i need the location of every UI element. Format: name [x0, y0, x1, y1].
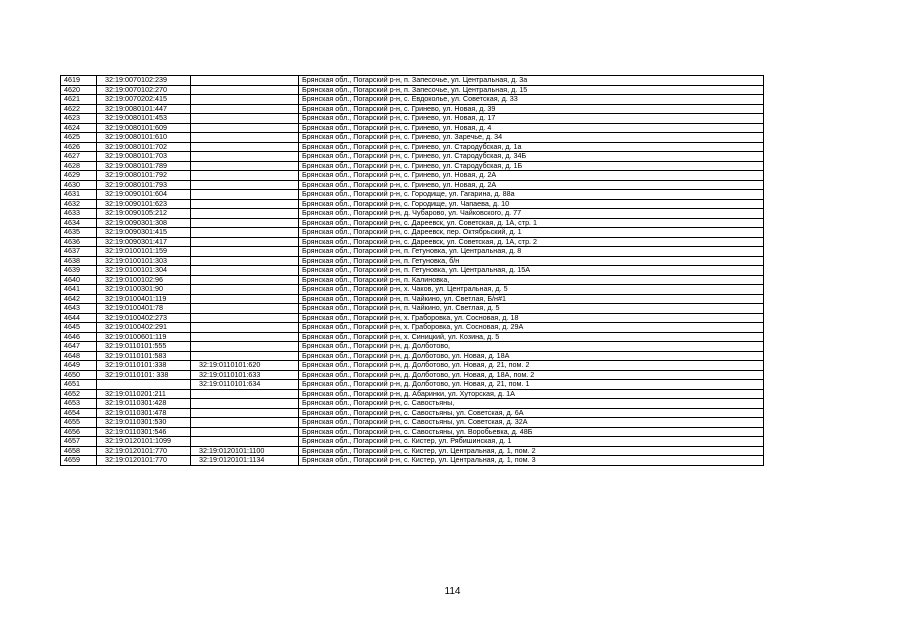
parent-cadastral-number-cell [191, 190, 299, 200]
address-cell: Брянская обл., Погарский р-н, с. Дареевск, ул. Советская, д. 1А, стр. 1 [299, 218, 764, 228]
row-number-cell: 4624 [61, 123, 97, 133]
parent-cadastral-number-cell [191, 332, 299, 342]
cadastral-number-cell: 32:19:0110101: 338 [97, 370, 191, 380]
row-number-cell: 4653 [61, 399, 97, 409]
address-cell: Брянская обл., Погарский р-н, п. Гетуновка, ул. Центральная, д. 8 [299, 247, 764, 257]
parent-cadastral-number-cell: 32:19:0120101:1134 [191, 456, 299, 466]
row-number-cell: 4651 [61, 380, 97, 390]
row-number-cell: 4629 [61, 171, 97, 181]
address-cell: Брянская обл., Погарский р-н, д. Долботово, ул. Новая, д. 18А, пом. 2 [299, 370, 764, 380]
parent-cadastral-number-cell [191, 228, 299, 238]
parent-cadastral-number-cell [191, 218, 299, 228]
table-row [61, 95, 764, 105]
row-number-cell: 4636 [61, 237, 97, 247]
parent-cadastral-number-cell: 32:19:0110101:633 [191, 370, 299, 380]
table-row [61, 85, 764, 95]
parent-cadastral-number-cell [191, 342, 299, 352]
table-row [61, 342, 764, 352]
parent-cadastral-number-cell [191, 142, 299, 152]
address-cell: Брянская обл., Погарский р-н, с. Городище, ул. Гагарина, д. 88а [299, 190, 764, 200]
table-row [61, 104, 764, 114]
parent-cadastral-number-cell [191, 237, 299, 247]
address-cell: Брянская обл., Погарский р-н, с. Гринево, ул. Новая, д. 4 [299, 123, 764, 133]
address-cell: Брянская обл., Погарский р-н, х. Граборовка, ул. Сосновая, д. 29А [299, 323, 764, 333]
address-cell: Брянская обл., Погарский р-н, с. Гринево, ул. Заречье, д. 34 [299, 133, 764, 143]
row-number-cell: 4622 [61, 104, 97, 114]
cadastral-number-cell: 32:19:0110301:530 [97, 418, 191, 428]
row-number-cell: 4631 [61, 190, 97, 200]
parent-cadastral-number-cell [191, 199, 299, 209]
row-number-cell: 4627 [61, 152, 97, 162]
cadastral-number-cell: 32:19:0120101:1099 [97, 437, 191, 447]
parent-cadastral-number-cell: 32:19:0110101:620 [191, 361, 299, 371]
row-number-cell: 4642 [61, 294, 97, 304]
cadastral-number-cell: 32:19:0090301:415 [97, 228, 191, 238]
parent-cadastral-number-cell [191, 256, 299, 266]
address-cell: Брянская обл., Погарский р-н, с. Гринево, ул. Новая, д. 17 [299, 114, 764, 124]
row-number-cell: 4640 [61, 275, 97, 285]
address-cell: Брянская обл., Погарский р-н, с. Дареевск, ул. Советская, д. 1А, стр. 2 [299, 237, 764, 247]
address-cell: Брянская обл., Погарский р-н, х. Граборовка, ул. Сосновая, д. 18 [299, 313, 764, 323]
address-cell: Брянская обл., Погарский р-н, с. Гринево, ул. Стародубская, д. 1Б [299, 161, 764, 171]
cadastral-number-cell: 32:19:0070202:415 [97, 95, 191, 105]
cadastral-number-cell: 32:19:0090101:604 [97, 190, 191, 200]
table-row [61, 256, 764, 266]
cadastral-number-cell: 32:19:0100601:119 [97, 332, 191, 342]
address-cell: Брянская обл., Погарский р-н, д. Долботово, ул. Новая, д. 21, пом. 2 [299, 361, 764, 371]
row-number-cell: 4656 [61, 427, 97, 437]
row-number-cell: 4657 [61, 437, 97, 447]
address-cell: Брянская обл., Погарский р-н, х. Чаков, ул. Центральная, д. 5 [299, 285, 764, 295]
cadastral-number-cell [97, 380, 191, 390]
parent-cadastral-number-cell [191, 313, 299, 323]
parent-cadastral-number-cell [191, 285, 299, 295]
address-cell: Брянская обл., Погарский р-н, с. Гринево, ул. Новая, д. 39 [299, 104, 764, 114]
row-number-cell: 4637 [61, 247, 97, 257]
table-row [61, 161, 764, 171]
cadastral-number-cell: 32:19:0110301:428 [97, 399, 191, 409]
address-cell: Брянская обл., Погарский р-н, д. Абаринки, ул. Хуторская, д. 1А [299, 389, 764, 399]
address-cell: Брянская обл., Погарский р-н, п. Калиновка, [299, 275, 764, 285]
parent-cadastral-number-cell [191, 266, 299, 276]
row-number-cell: 4658 [61, 446, 97, 456]
address-cell: Брянская обл., Погарский р-н, д. Чубарово, ул. Чайковского, д. 77 [299, 209, 764, 219]
row-number-cell: 4647 [61, 342, 97, 352]
table-row [61, 380, 764, 390]
cadastral-number-cell: 32:19:0080101:793 [97, 180, 191, 190]
table-row [61, 361, 764, 371]
address-cell: Брянская обл., Погарский р-н, х. Синицкий, ул. Козина, д. 5 [299, 332, 764, 342]
cadastral-table [60, 75, 764, 466]
parent-cadastral-number-cell [191, 323, 299, 333]
row-number-cell: 4654 [61, 408, 97, 418]
row-number-cell: 4619 [61, 76, 97, 86]
cadastral-number-cell: 32:19:0070102:239 [97, 76, 191, 86]
cadastral-number-cell: 32:19:0120101:770 [97, 446, 191, 456]
row-number-cell: 4643 [61, 304, 97, 314]
table-row [61, 142, 764, 152]
cadastral-number-cell: 32:19:0100101:304 [97, 266, 191, 276]
cadastral-number-cell: 32:19:0100402:291 [97, 323, 191, 333]
address-cell: Брянская обл., Погарский р-н, п. Чайкино, ул. Светлая, д. 5 [299, 304, 764, 314]
table-row [61, 437, 764, 447]
row-number-cell: 4633 [61, 209, 97, 219]
table-row [61, 199, 764, 209]
row-number-cell: 4626 [61, 142, 97, 152]
table-row [61, 304, 764, 314]
row-number-cell: 4646 [61, 332, 97, 342]
row-number-cell: 4639 [61, 266, 97, 276]
address-cell: Брянская обл., Погарский р-н, с. Гринево, ул. Стародубская, д. 1а [299, 142, 764, 152]
parent-cadastral-number-cell [191, 418, 299, 428]
cadastral-number-cell: 32:19:0100101:159 [97, 247, 191, 257]
address-cell: Брянская обл., Погарский р-н, с. Савостьяны, [299, 399, 764, 409]
address-cell: Брянская обл., Погарский р-н, с. Кистер, ул. Рябишинская, д. 1 [299, 437, 764, 447]
table-row [61, 266, 764, 276]
address-cell: Брянская обл., Погарский р-н, д. Долботово, ул. Новая, д. 18А [299, 351, 764, 361]
cadastral-number-cell: 32:19:0100401:119 [97, 294, 191, 304]
table-row [61, 399, 764, 409]
table-row [61, 351, 764, 361]
cadastral-number-cell: 32:19:0080101:453 [97, 114, 191, 124]
address-cell: Брянская обл., Погарский р-н, п. Чайкино, ул. Светлая, Б/н#1 [299, 294, 764, 304]
address-cell: Брянская обл., Погарский р-н, с. Кистер, ул. Центральная, д. 1, пом. 3 [299, 456, 764, 466]
cadastral-number-cell: 32:19:0110101:555 [97, 342, 191, 352]
row-number-cell: 4630 [61, 180, 97, 190]
address-cell: Брянская обл., Погарский р-н, п. Запесочье, ул. Центральная, д. 3а [299, 76, 764, 86]
cadastral-number-cell: 32:19:0110101:583 [97, 351, 191, 361]
parent-cadastral-number-cell [191, 427, 299, 437]
cadastral-number-cell: 32:19:0110301:546 [97, 427, 191, 437]
table-row [61, 218, 764, 228]
address-cell: Брянская обл., Погарский р-н, д. Долботово, ул. Новая, д. 21, пом. 1 [299, 380, 764, 390]
parent-cadastral-number-cell [191, 133, 299, 143]
address-cell: Брянская обл., Погарский р-н, п. Гетуновка, ул. Центральная, д. 15А [299, 266, 764, 276]
parent-cadastral-number-cell [191, 114, 299, 124]
cadastral-number-cell: 32:19:0100401:78 [97, 304, 191, 314]
table-row [61, 123, 764, 133]
row-number-cell: 4634 [61, 218, 97, 228]
page-number: 114 [444, 586, 461, 597]
row-number-cell: 4638 [61, 256, 97, 266]
cadastral-number-cell: 32:19:0070102:270 [97, 85, 191, 95]
table-row [61, 114, 764, 124]
table-row [61, 285, 764, 295]
row-number-cell: 4625 [61, 133, 97, 143]
table-row [61, 237, 764, 247]
parent-cadastral-number-cell [191, 247, 299, 257]
parent-cadastral-number-cell [191, 161, 299, 171]
table-row [61, 190, 764, 200]
cadastral-number-cell: 32:19:0100301:90 [97, 285, 191, 295]
parent-cadastral-number-cell [191, 389, 299, 399]
row-number-cell: 4645 [61, 323, 97, 333]
address-cell: Брянская обл., Погарский р-н, с. Гринево, ул. Новая, д. 2А [299, 171, 764, 181]
row-number-cell: 4632 [61, 199, 97, 209]
cadastral-number-cell: 32:19:0090301:308 [97, 218, 191, 228]
row-number-cell: 4659 [61, 456, 97, 466]
parent-cadastral-number-cell [191, 437, 299, 447]
parent-cadastral-number-cell [191, 351, 299, 361]
row-number-cell: 4652 [61, 389, 97, 399]
table-row [61, 323, 764, 333]
parent-cadastral-number-cell [191, 408, 299, 418]
parent-cadastral-number-cell: 32:19:0120101:1100 [191, 446, 299, 456]
cadastral-number-cell: 32:19:0080101:610 [97, 133, 191, 143]
cadastral-number-cell: 32:19:0110301:478 [97, 408, 191, 418]
cadastral-number-cell: 32:19:0080101:447 [97, 104, 191, 114]
address-cell: Брянская обл., Погарский р-н, д. Долботово, [299, 342, 764, 352]
address-cell: Брянская обл., Погарский р-н, с. Гринево, ул. Новая, д. 2А [299, 180, 764, 190]
table-row [61, 228, 764, 238]
table-row [61, 171, 764, 181]
table-row [61, 332, 764, 342]
row-number-cell: 4648 [61, 351, 97, 361]
address-cell: Брянская обл., Погарский р-н, с. Гринево, ул. Стародубская, д. 34Б [299, 152, 764, 162]
address-cell: Брянская обл., Погарский р-н, с. Евдокольe, ул. Советская, д. 33 [299, 95, 764, 105]
cadastral-number-cell: 32:19:0100102:96 [97, 275, 191, 285]
cadastral-number-cell: 32:19:0080101:702 [97, 142, 191, 152]
table-row [61, 133, 764, 143]
address-cell: Брянская обл., Погарский р-н, с. Дареевск, пер. Октябрьский, д. 1 [299, 228, 764, 238]
address-cell: Брянская обл., Погарский р-н, с. Савостьяны, ул. Советская, д. 32А [299, 418, 764, 428]
row-number-cell: 4623 [61, 114, 97, 124]
row-number-cell: 4641 [61, 285, 97, 295]
table-row [61, 247, 764, 257]
address-cell: Брянская обл., Погарский р-н, с. Городище, ул. Чапаева, д. 10 [299, 199, 764, 209]
table-row [61, 313, 764, 323]
parent-cadastral-number-cell [191, 104, 299, 114]
row-number-cell: 4655 [61, 418, 97, 428]
cadastral-number-cell: 32:19:0090101:623 [97, 199, 191, 209]
row-number-cell: 4620 [61, 85, 97, 95]
parent-cadastral-number-cell [191, 85, 299, 95]
parent-cadastral-number-cell [191, 123, 299, 133]
cadastral-number-cell: 32:19:0090105:212 [97, 209, 191, 219]
row-number-cell: 4650 [61, 370, 97, 380]
row-number-cell: 4644 [61, 313, 97, 323]
parent-cadastral-number-cell: 32:19:0110101:634 [191, 380, 299, 390]
cadastral-number-cell: 32:19:0110101:338 [97, 361, 191, 371]
address-cell: Брянская обл., Погарский р-н, с. Савостьяны, ул. Советская, д. 6А [299, 408, 764, 418]
parent-cadastral-number-cell [191, 95, 299, 105]
parent-cadastral-number-cell [191, 171, 299, 181]
cadastral-number-cell: 32:19:0100101:303 [97, 256, 191, 266]
parent-cadastral-number-cell [191, 180, 299, 190]
table-row [61, 418, 764, 428]
table-row [61, 209, 764, 219]
table-row [61, 446, 764, 456]
table-row [61, 76, 764, 86]
cadastral-number-cell: 32:19:0080101:703 [97, 152, 191, 162]
cadastral-number-cell: 32:19:0080101:789 [97, 161, 191, 171]
parent-cadastral-number-cell [191, 209, 299, 219]
address-cell: Брянская обл., Погарский р-н, п. Гетуновка, б/н [299, 256, 764, 266]
row-number-cell: 4628 [61, 161, 97, 171]
table-row [61, 456, 764, 466]
table-row [61, 389, 764, 399]
cadastral-number-cell: 32:19:0090301:417 [97, 237, 191, 247]
row-number-cell: 4621 [61, 95, 97, 105]
row-number-cell: 4649 [61, 361, 97, 371]
table-row [61, 370, 764, 380]
address-cell: Брянская обл., Погарский р-н, п. Запесочье, ул. Центральная, д. 15 [299, 85, 764, 95]
address-cell: Брянская обл., Погарский р-н, с. Савостьяны, ул. Воробьевка, д. 48Б [299, 427, 764, 437]
parent-cadastral-number-cell [191, 294, 299, 304]
table-row [61, 180, 764, 190]
table-row [61, 408, 764, 418]
parent-cadastral-number-cell [191, 275, 299, 285]
cadastral-table-body [61, 76, 764, 466]
cadastral-number-cell: 32:19:0110201:211 [97, 389, 191, 399]
table-row [61, 275, 764, 285]
cadastral-number-cell: 32:19:0100402:273 [97, 313, 191, 323]
parent-cadastral-number-cell [191, 152, 299, 162]
table-row [61, 152, 764, 162]
cadastral-number-cell: 32:19:0080101:609 [97, 123, 191, 133]
address-cell: Брянская обл., Погарский р-н, с. Кистер, ул. Центральная, д. 1, пом. 2 [299, 446, 764, 456]
parent-cadastral-number-cell [191, 304, 299, 314]
parent-cadastral-number-cell [191, 399, 299, 409]
cadastral-number-cell: 32:19:0080101:792 [97, 171, 191, 181]
table-row [61, 427, 764, 437]
row-number-cell: 4635 [61, 228, 97, 238]
cadastral-number-cell: 32:19:0120101:770 [97, 456, 191, 466]
table-row [61, 294, 764, 304]
parent-cadastral-number-cell [191, 76, 299, 86]
